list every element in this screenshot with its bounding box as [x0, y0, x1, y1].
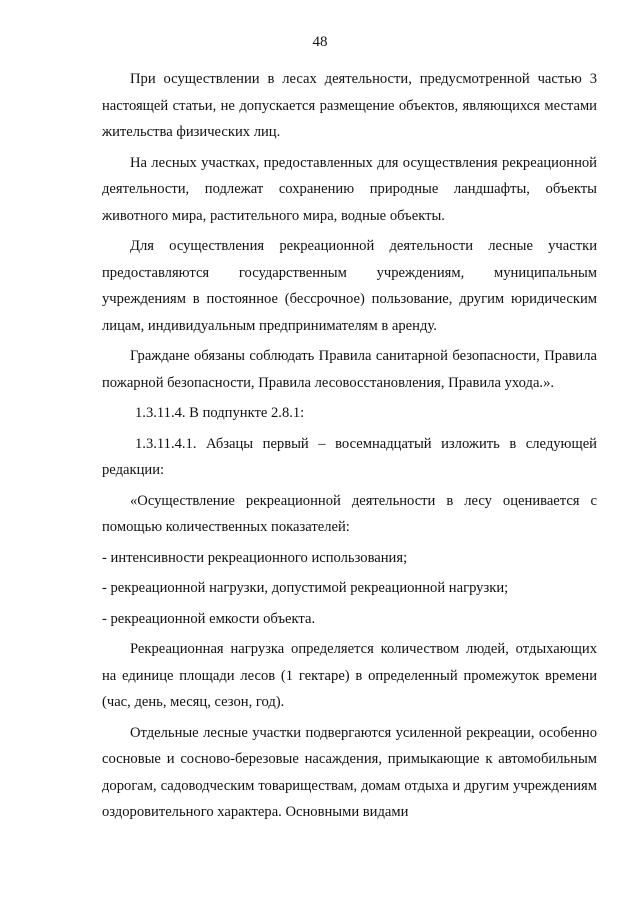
- paragraph-subclause-amendment: 1.3.11.4.1. Абзацы первый – восемнадцатый изложить в следующей редакции:: [102, 435, 597, 478]
- document-body: [102, 66, 597, 826]
- paragraph-recreational-load-definition: Рекреационная нагрузка определяется количеством людей, отдыхающих на единице площади лесов (1 гектаре) в определенный промежуток времени (час, день, месяц, сезон, год).: [102, 641, 597, 710]
- page-number: 48: [312, 34, 328, 50]
- paragraph-subclause-heading: 1.3.11.4. В подпункте 2.8.1:: [135, 405, 305, 421]
- paragraph-intensive-recreation: Отдельные лесные участки подвергаются усиленной рекреации, особенно сосновые и сосново-березовые насаждения, примыкающие к автомобильным дорогам, садоводческим товариществам, домам отдыха и другим учреждениям оздоровительного характера. Основными видами: [102, 724, 597, 820]
- paragraph-land-provision: Для осуществления рекреационной деятельности лесные участки предоставляются государственным учреждениям, муниципальным учреждениям в постоянное (бессрочное) пользование, другим юридическим лицам, индивидуальным предпринимателям в аренду.: [102, 238, 597, 334]
- list-item-load: - рекреационной нагрузки, допустимой рекреационной нагрузки;: [102, 580, 509, 596]
- paragraph-quantitative-indicators: «Осуществление рекреационной деятельности в лесу оценивается с помощью количественных показателей:: [102, 492, 597, 535]
- list-item-capacity: - рекреационной емкости объекта.: [102, 610, 316, 627]
- paragraph-citizen-obligations: Граждане обязаны соблюдать Правила санитарной безопасности, Правила пожарной безопасности, Правила лесовосстановления, Правила ухода.».: [102, 348, 597, 391]
- paragraph-preserved-objects: На лесных участках, предоставленных для осуществления рекреационной деятельности, подлежат сохранению природные ландшафты, объекты животного мира, растительного мира, водные объекты.: [102, 154, 597, 224]
- paragraph-placement-restriction: При осуществлении в лесах деятельности, предусмотренной частью 3 настоящей статьи, не допускается размещение объектов, являющихся местами жительства физических лиц.: [102, 71, 597, 140]
- list-item-intensity: - интенсивности рекреационного использования;: [102, 549, 408, 566]
